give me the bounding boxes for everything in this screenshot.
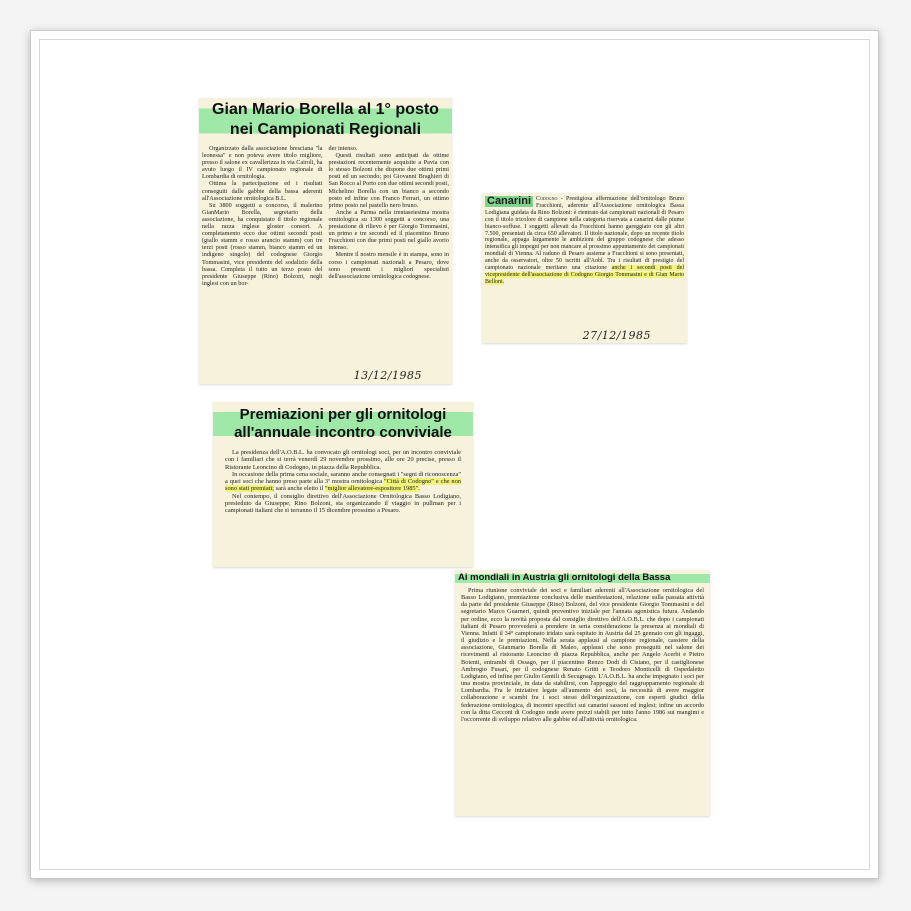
dateline-place: Codogno	[536, 196, 558, 202]
canarini-tag: Canarini	[487, 195, 532, 207]
clipping-premiazioni	[213, 402, 473, 567]
article-text: - Prestigiosa affermazione dell'ornitologo Bruno Fracchioni, aderente all'Associazione ornitologica Bassa Lodigiana guidata da Rino Bolzoni: è rientrato dai campionati nazionali di Pesaro con il titolo tricolore di campione nella categoria riservata a canarini dalle piume bianco-soffuse. I soggetti allevati da Fracchioni hanno gareggiato con gli altri 7.500, presentati da circa 650 allevatori. Il titolo nazionale, dopo un recente titolo regionale, appaga largamente le ambizioni del gruppo codognese che adesso intensifica gli impegni per non mancare al prossimo appuntamento dei campionati mondiali di Vienna. Al raduno di Pesaro assieme a Fracchioni si sono presentati, anche da osservatori, oltre 50 iscritti all'Aobl. Tra i risultati di prestigio del campionato nazionale meritano una citazione	[485, 196, 684, 272]
paragraph: La presidenza dell'A.O.B.L. ha convocato gli ornitologi soci, per un incontro conviviale con i familiari che si terrà venerdì 29 novembre prossimo, alle ore 20 precise, presso il Ristorante Leoncino di Codogno, in piazza della Repubblica.	[225, 449, 461, 471]
paragraph: Mentre il nostro mensile è in stampa, sono in corso i campionati nazionali a Pesaro, dove sono presenti i migliori specialisti dell'associazione ornitologica codognese.	[328, 251, 449, 280]
clipping-mondiali	[455, 570, 710, 816]
clipping-mondiali-title: Ai mondiali in Austria gli ornitologi della Bassa	[455, 570, 710, 585]
title-line-1: Gian Mario Borella al 1° posto	[212, 101, 439, 118]
highlighted-text: anche i secondi posti del vicepresidente dell'associazione di Codogno Giorgio Tommasini e di Gian Mario Belloni.	[485, 265, 685, 285]
paragraph: Prima riunione conviviale dei soci e familiari aderenti all'Associazione ornitologica del Basso Lodigiano, premiazione conclusiva delle manifestazioni, relazione sulla passata attività da parte del presidente Giuseppe (Rino) Bolzoni, del vice presidente Giorgio Tommasini e del segretario Marco Guarneri, quindi preventivo iniziale per l'annata agonistica futura. Andando per ordine, ecco la novità proposta dal consiglio direttivo dell'A.O.B.L. che dopo i campionati italiani di Pesaro provvederà a prendere in seria considerazione la presenza ai mondiali di Vienna. Infatti il 34° campionato iridato sarà ospitato in Austria dal 25 gennaio con gli ingaggi, il giudizio e le premiazioni. Nella serata applausi al campione regionale, cassiere della associazione, Gianmario Borella di Maleo, applausi che sono proseguiti nel salone dei ricevimenti al ristorante Leoncino di piazza Repubblica, anche per Angelo Acerbi e Pietro Boienti, entrambi di Ossago, per il piacentino Renzo Dodi di Cisiano, per il castiglionese Ambrogio Fusari, per il codognese Renato Gritti e Teodoro Monticelli di Ospedaletto Lodigiano, ed infine per Giulio Gentili di Secugnago. L'A.O.B.L. ha anche impegnato i soci per una mostra provinciale, in data da stabilirsi, con l'appoggio del raggruppamento regionale di Lombardia. Fra le iniziative legate all'aumento dei soci, la necessità di avere maggior collaborazione e scambi fra i soci stessi dell'organizzazione, con esperti giudici della federazione ornitologica, di incontri specifici sui canarini sassoni ed inglesi; infine un accordo con la ditta Cecconi di Codogno onde avere prezzi stabili per tutto l'anno 1986 sui mangimi e l'occorrente di sviluppo relativo alle gabbie ed all'attività ornitologica.	[461, 587, 704, 723]
highlighted-text: "Città di Codogno" e che non sono stati premiati;	[225, 478, 461, 493]
paragraph: Anche a Parma nella trentaseiesima mostra ornitologica su 1300 soggetti a concorso, una prestazione di rilievo è per Giorgio Tommasini, un primo e tre secondi ed il piacentino Bruno Fracchioni con due primi posti nel giallo avorio intenso.	[328, 208, 449, 252]
paragraph: Su 3800 soggetti a concorso, il malerino GianMario Borella, segretario della associazione, ha conquistato il titolo regionale nella razza inglese gloster consort. A completamento ecco due ottimi secondi posti (giallo stamm e rosso arancio stamm) con tre terzi posti (rosso stamm, bianco stamm ed un indigeno singolo) del codognese Giorgio Tommasini, vice presidente del sodalizio della bassa. Completa il tutto un terzo posto del presidente Giuseppe (Rino) Bolzoni, negli inglesi con un bor-	[202, 201, 323, 287]
paragraph: der intenso.	[328, 145, 358, 152]
paragraph: Nel contempo, il consiglio direttivo dell'Associazione Ornitologica Basso Lodigiano, presieduto da Giuseppe, Rino Bolzoni, sta organizzando il viaggio in pullman per i campionati italiani che si terranno il 15 dicembre prossimo a Pesaro.	[225, 492, 461, 515]
clipping-premiazioni-title	[213, 402, 473, 442]
clipping-borella-body	[199, 140, 452, 377]
title-line-1: Premiazioni per gli ornitologi	[239, 406, 447, 423]
title-line-2: all'annuale incontro conviviale	[234, 424, 452, 441]
paragraph: Questi risultati sono anticipati da ottime prestazioni recentemente acquisite a Pavia con lo stesso Bolzoni che dispone due ottimi primi posti ed un secondo; poi Giovanni Braghieri di San Rocco al Porto con due ottimi secondi posti, Michelino Borella con un bianco a secondo posto ed infine con Franco Ferrari, un ottimo primo posto nel pastello nero bruno.	[328, 152, 449, 209]
column-right	[329, 145, 450, 377]
clipping-borella-title	[199, 98, 452, 140]
clipping-canarini-body	[482, 193, 687, 286]
handwritten-date: 13/12/1985	[353, 369, 422, 382]
paragraph: Ottima la partecipazione ed i risultati conseguiti dalle gabbie della bassa aderenti all'Associazione ornitologica B.L.	[202, 180, 323, 202]
clipping-mondiali-body	[455, 585, 710, 723]
paragraph	[225, 471, 461, 493]
clipping-borella	[199, 98, 452, 384]
column-left	[202, 145, 323, 377]
highlighted-text: "miglior allevatore-espositore 1985".	[324, 485, 420, 493]
title-line-2: nei Campionati Regionali	[229, 121, 422, 138]
clipping-premiazioni-body	[213, 442, 473, 515]
clipping-canarini	[482, 193, 687, 343]
paragraph-text: In occasione della prima cena sociale, saranno anche consegnati i "segni di riconoscenza" a quei soci che hanno preso parte alla 3ª mostra ornitologica	[225, 470, 461, 486]
handwritten-date: 27/12/1985	[582, 329, 651, 342]
paragraph: Organizzato dalla associazione bresciana "la leonessa" e non poteva avere titolo migliore, presso il salone ex cavallerizza in via Cairoli, ha avuto luogo il IV campionato regionale di Lombardia di ornitologia.	[202, 145, 323, 181]
paragraph-text: sarà anche eletto il	[275, 485, 324, 493]
